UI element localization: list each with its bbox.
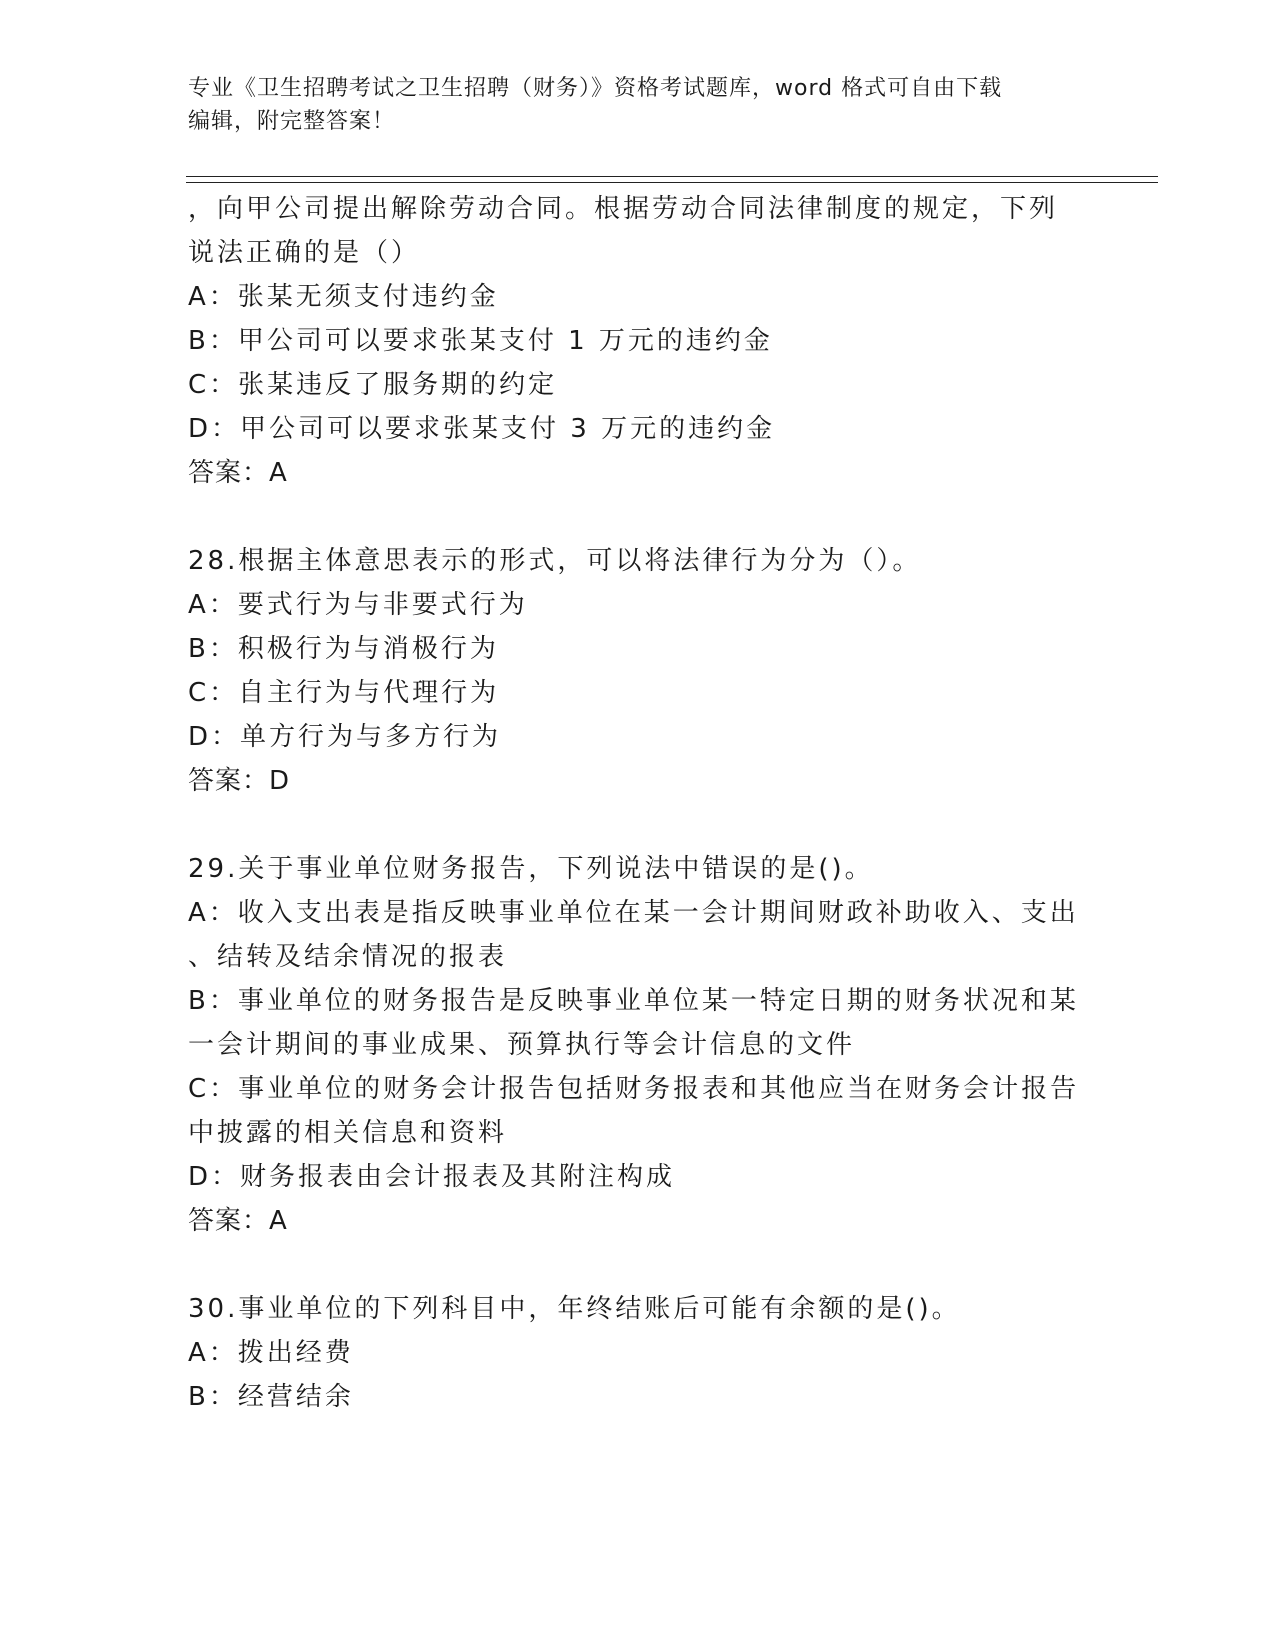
q27-option-d: D：甲公司可以要求张某支付 3 万元的违约金 xyxy=(188,414,776,444)
q28-option-d: D：单方行为与多方行为 xyxy=(188,722,502,752)
q27-stem-line-2: 说法正确的是（） xyxy=(188,238,421,268)
q30-option-a: A：拨出经费 xyxy=(188,1338,354,1368)
q29-option-a-line-1: A：收入支出表是指反映事业单位在某一会计期间财政补助收入、支出 xyxy=(188,898,1079,928)
q29-option-c-line-1: C：事业单位的财务会计报告包括财务报表和其他应当在财务会计报告 xyxy=(188,1074,1080,1104)
q28-option-c: C：自主行为与代理行为 xyxy=(188,678,500,708)
q29-option-b-line-2: 一会计期间的事业成果、预算执行等会计信息的文件 xyxy=(188,1030,856,1060)
q28-option-a: A：要式行为与非要式行为 xyxy=(188,590,528,620)
q27-answer: 答案：A xyxy=(188,458,288,488)
header-rule-bottom xyxy=(186,182,1158,183)
q28-option-b: B：积极行为与消极行为 xyxy=(188,634,499,664)
q27-stem-line-1: ，向甲公司提出解除劳动合同。根据劳动合同法律制度的规定，下列 xyxy=(188,194,1059,224)
q29-option-d: D：财务报表由会计报表及其附注构成 xyxy=(188,1162,676,1192)
q29-option-b-line-1: B：事业单位的财务报告是反映事业单位某一特定日期的财务状况和某 xyxy=(188,986,1079,1016)
q29-option-a-line-2: 、结转及结余情况的报表 xyxy=(188,942,508,972)
document-header xyxy=(188,72,1088,138)
header-line-1: 专业《卫生招聘考试之卫生招聘（财务）》资格考试题库，word 格式可自由下载 xyxy=(188,76,1003,101)
header-rule-top xyxy=(186,176,1158,177)
header-line-2: 编辑，附完整答案！ xyxy=(188,109,396,134)
q27-option-c: C：张某违反了服务期的约定 xyxy=(188,370,558,400)
q29-answer: 答案：A xyxy=(188,1206,288,1236)
q28-stem: 28.根据主体意思表示的形式，可以将法律行为分为（）。 xyxy=(188,546,922,576)
q29-stem: 29.关于事业单位财务报告，下列说法中错误的是()。 xyxy=(188,854,874,884)
q29-option-c-line-2: 中披露的相关信息和资料 xyxy=(188,1118,508,1148)
q27-option-a: A：张某无须支付违约金 xyxy=(188,282,499,312)
q27-option-b: B：甲公司可以要求张某支付 1 万元的违约金 xyxy=(188,326,773,356)
q30-stem: 30.事业单位的下列科目中，年终结账后可能有余额的是()。 xyxy=(188,1294,961,1324)
q28-answer: 答案：D xyxy=(188,766,291,796)
q30-option-b: B：经营结余 xyxy=(188,1382,354,1412)
